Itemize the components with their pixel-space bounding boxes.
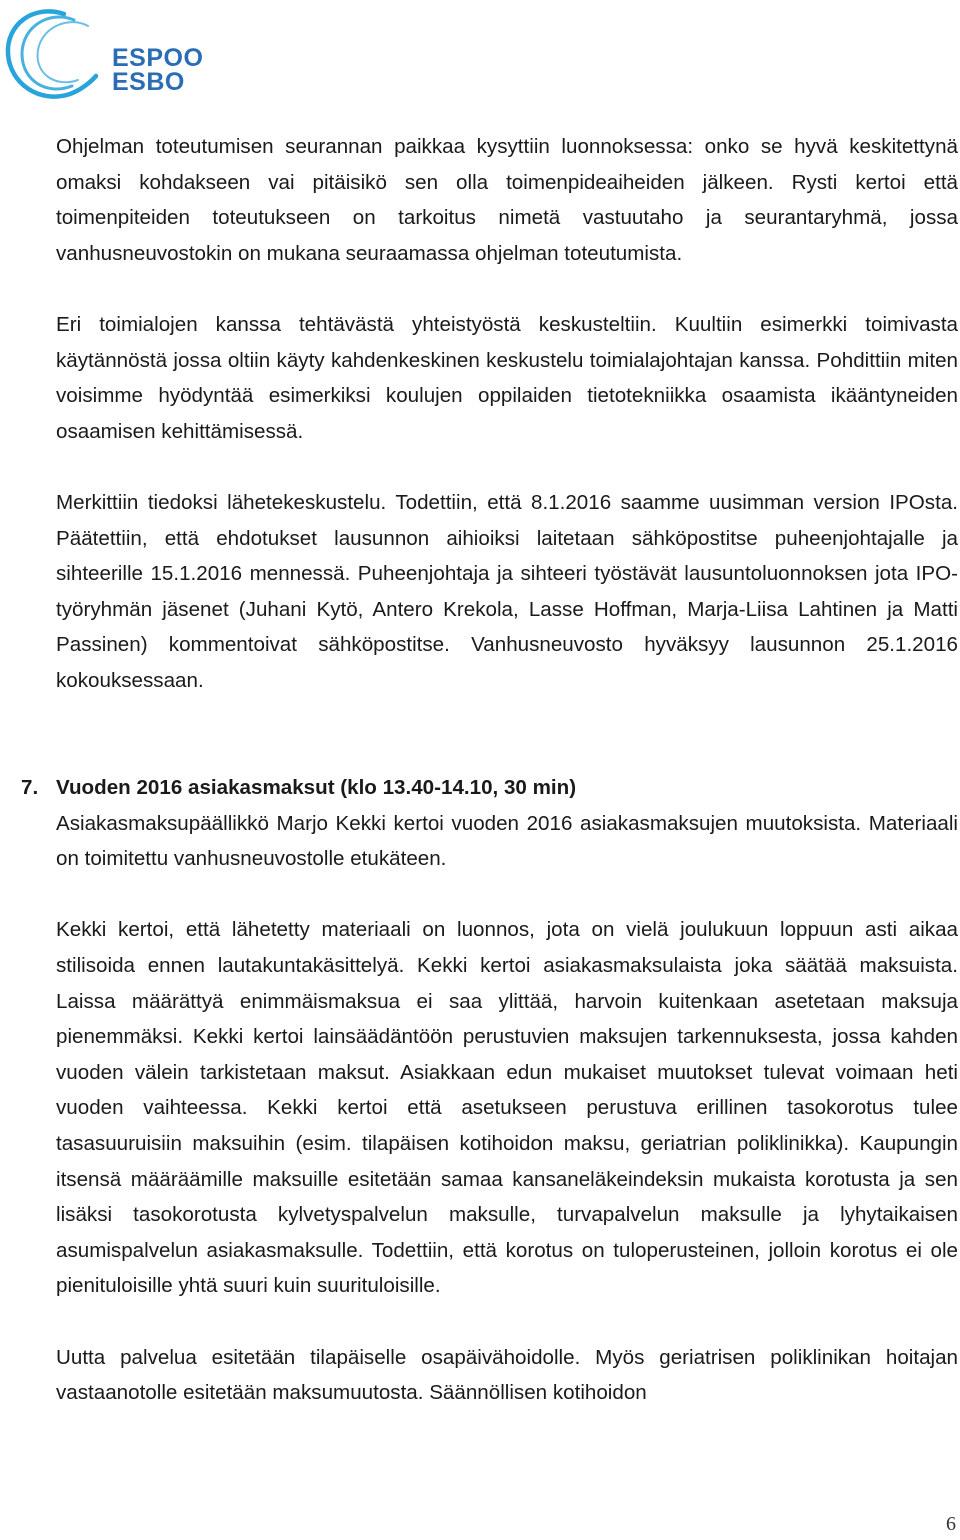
logo-text — [112, 46, 203, 94]
section-7-heading — [21, 770, 958, 806]
paragraph-new-service: Uutta palvelua esitetään tilapäiselle osapäivähoidolle. Myös geriatrisen poliklinikan hoitajan vastaanotolle esitetään maksumuutosta. Säännöllisen kotihoidon — [56, 1345, 958, 1405]
document-body — [21, 129, 958, 1411]
section-spacer — [56, 734, 958, 770]
logo-ring-icon — [4, 6, 114, 106]
paragraph-program-monitoring: Ohjelman toteutumisen seurannan paikkaa kysyttiin luonnoksessa: onko se hyvä keskitettynä omaksi kohdakseen vai pitäisikö sen olla toimenpideaiheiden jälkeen. Rysti kertoi että toimenpiteiden toteutukseen on tarkoitus nimetä vastuutaho ja seurantaryhmä, jossa vanhusneuvostokin on mukana seuraamassa ohjelman toteutumista. — [56, 135, 958, 265]
section-7-title: Vuoden 2016 asiakasmaksut (klo 13.40-14.10, 30 min) — [56, 776, 577, 800]
paragraph-fee-details: Kekki kertoi, että lähetetty materiaali on luonnos, jota on vielä joulukuun loppuun asti aikaa stilisoida ennen lautakuntakäsittelyä. Kekki kertoi asiakasmaksulaista joka säätää maksuista. Laissa määrättyä enimmäismaksua ei saa ylittää, harvoin kuitenkaan asetetaan maksuja pienemmäksi. Kekki kertoi lainsäädäntöön perustuvien maksujen tarkennuksesta, jossa kahden vuoden välein tarkistetaan maksut. Asiakkaan edun mukaiset muutokset tulevat voimaan heti vuoden vaihteessa. Kekki kertoi että asetukseen perustuva erillinen tasokorotus tulee tasasuuruisiin maksuihin (esim. tilapäisen kotihoidon maksu, geriatrian poliklinikka). Kaupungin itsensä määräämille maksuille esitetään samaa kansaneläkeindeksin mukaista korotusta ja sen lisäksi tasokorotusta kylvetyspalvelun maksulle, turvapalvelun maksulle ja lyhytaikaisen asumispalvelun asiakasmaksulle. Todettiin, että korotus on tuloperusteinen, jolloin korotus ei ole pienituloisille yhtä suuri kuin suurituloisille. — [56, 918, 958, 1298]
paragraph-cooperation: Eri toimialojen kanssa tehtävästä yhteistyöstä keskusteltiin. Kuultiin esimerkki toimivasta käytännöstä jossa oltiin käyty kahdenkeskinen keskustelu toimialajohtajan kanssa. Pohdittiin miten voisimme hyödyntää esimerkiksi koulujen oppilaiden tietotekniikka osaamista ikääntyneiden osaamisen kehittämisessä. — [56, 312, 958, 443]
page-number: 6 — [946, 1513, 956, 1535]
logo-line-espoo: ESPOO — [112, 44, 204, 72]
espoo-logo — [4, 6, 204, 106]
logo-line-esbo: ESBO — [112, 68, 185, 96]
section-7-number: 7. — [21, 776, 39, 800]
paragraph-decision: Merkittiin tiedoksi lähetekeskustelu. Todettiin, että 8.1.2016 saamme uusimman version IPOsta. Päätettiin, että ehdotukset lausunnon aihioiksi laitetaan sähköpostitse puheenjohtajalle ja sihteerille 15.1.2016 mennessä. Puheenjohtaja ja sihteeri työstävät lausuntoluonnoksen jota IPO-työryhmän jäsenet (Juhani Kytö, Antero Krekola, Lasse Hoffman, Marja-Liisa Lahtinen ja Matti Passinen) kommentoivat sähköpostitse. Vanhusneuvosto hyväksyy lausunnon 25.1.2016 kokouksessaan. — [56, 490, 958, 692]
paragraph-fee-manager-intro: Asiakasmaksupäällikkö Marjo Kekki kertoi vuoden 2016 asiakasmaksujen muutoksista. Materiaali on toimitettu vanhusneuvostolle etukäteen. — [56, 811, 958, 871]
